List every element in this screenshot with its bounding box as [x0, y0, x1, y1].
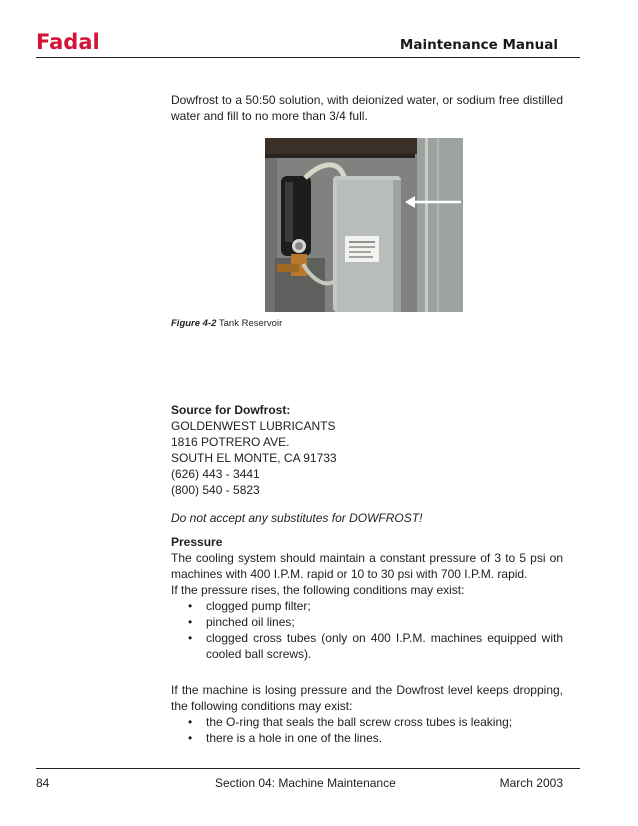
pressure-heading: Pressure: [171, 535, 223, 549]
source-phone-1: (626) 443 - 3441: [171, 467, 260, 481]
pressure-section: [171, 534, 563, 662]
losing-conditions-list: [171, 714, 563, 746]
source-city: SOUTH EL MONTE, CA 91733: [171, 451, 337, 465]
list-item: • pinched oil lines;: [188, 615, 295, 629]
source-street: 1816 POTRERO AVE.: [171, 435, 290, 449]
tank-reservoir-photo: [265, 138, 463, 312]
list-item: • clogged pump filter;: [188, 599, 311, 613]
substitute-warning: Do not accept any substitutes for DOWFROST!: [171, 511, 423, 525]
intro-paragraph: Dowfrost to a 50:50 solution, with deionized water, or sodium free distilled water and fill to no more than 3/4 full.: [171, 93, 563, 123]
list-item: • the O-ring that seals the ball screw cross tubes is leaking;: [188, 715, 513, 729]
list-item-text: pinched oil lines;: [206, 615, 295, 629]
losing-pressure-section: [171, 682, 563, 746]
brand-logo: Fadal: [36, 30, 100, 54]
pressure-conditions-list: [171, 598, 563, 662]
source-company: GOLDENWEST LUBRICANTS: [171, 419, 336, 433]
losing-paragraph: If the machine is losing pressure and the Dowfrost level keeps dropping, the following conditions may exist:: [171, 683, 563, 713]
footer-section: Section 04: Machine Maintenance: [215, 776, 396, 790]
figure-caption: [171, 318, 282, 329]
pressure-paragraph: The cooling system should maintain a constant pressure of 3 to 5 psi on machines with 400 I.P.M. rapid or 10 to 30 psi with 700 I.P.M. rapid.: [171, 551, 563, 581]
pressure-intro: If the pressure rises, the following conditions may exist:: [171, 583, 465, 597]
list-item-text: clogged pump filter;: [206, 599, 311, 613]
footer-date: March 2003: [499, 776, 563, 790]
list-item: • clogged cross tubes (only on 400 I.P.M. machines equipped with cooled ball screws).: [188, 631, 563, 661]
source-phone-2: (800) 540 - 5823: [171, 483, 260, 497]
list-item-text: there is a hole in one of the lines.: [206, 731, 383, 745]
list-item: • there is a hole in one of the lines.: [188, 731, 383, 745]
figure-number: Figure 4-2: [171, 318, 217, 329]
source-block: [171, 402, 563, 498]
list-item-text: the O-ring that seals the ball screw cross tubes is leaking;: [206, 715, 513, 729]
footer-rule: [36, 768, 580, 769]
manual-title: Maintenance Manual: [399, 37, 558, 53]
header-rule: [36, 57, 580, 58]
figure-title: Tank Reservoir: [218, 318, 283, 329]
page-number: 84: [36, 776, 50, 790]
source-heading: Source for Dowfrost:: [171, 403, 291, 417]
list-item-text: clogged cross tubes (only on 400 I.P.M. machines equipped with cooled ball screws).: [206, 631, 563, 661]
